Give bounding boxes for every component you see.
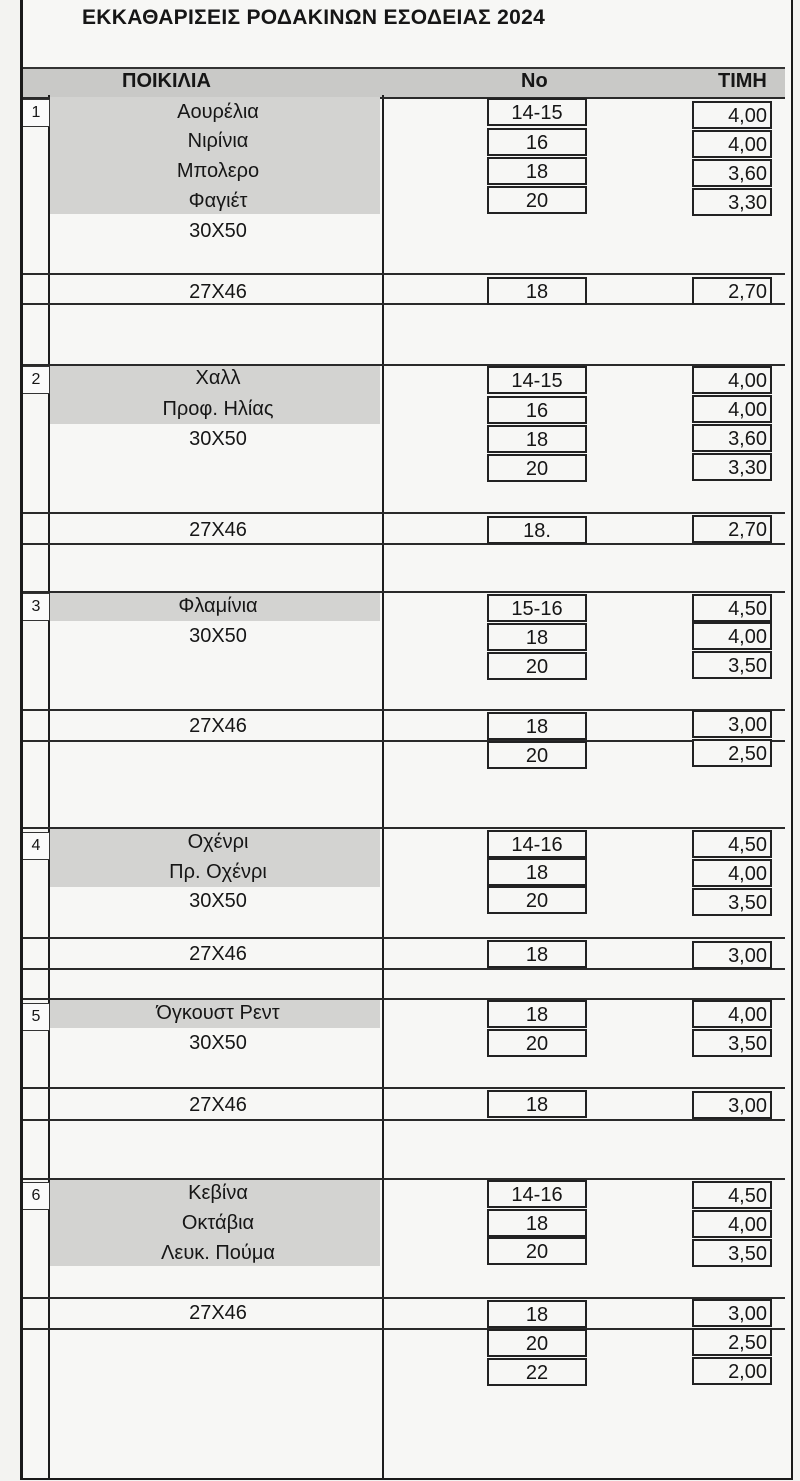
variety-name: Φλαμίνια: [178, 595, 258, 617]
price-cell: 4,00: [692, 101, 772, 129]
number-cell: 18: [487, 277, 587, 305]
number-cell: 18: [487, 157, 587, 185]
variety-name: Λευκ. Πούμα: [161, 1242, 275, 1264]
price-cell: 2,00: [692, 1357, 772, 1385]
number-cell: 18: [487, 1209, 587, 1237]
price-cell: 4,50: [692, 594, 772, 622]
size-label: 27Χ46: [189, 519, 247, 541]
size-label: 30Χ50: [189, 220, 247, 242]
section-line: [23, 1119, 785, 1121]
variety-name: Προφ. Ηλίας: [162, 398, 274, 420]
size-label: 27Χ46: [189, 943, 247, 965]
variety-name: Οχένρι: [187, 831, 249, 853]
section-line: [23, 543, 785, 545]
price-cell: 4,00: [692, 1000, 772, 1028]
group-index: 4: [23, 832, 50, 860]
variety-name: Νιρίνια: [187, 130, 249, 152]
price-cell: 3,50: [692, 888, 772, 916]
number-cell: 22: [487, 1358, 587, 1386]
section-line: [23, 273, 785, 275]
number-cell: 20: [487, 1029, 587, 1057]
number-cell: 14-15: [487, 98, 587, 126]
price-cell: 2,70: [692, 277, 772, 305]
variety-name: Κεβίνα: [188, 1182, 248, 1204]
number-cell: 20: [487, 186, 587, 214]
price-cell: 4,00: [692, 1210, 772, 1238]
group-index: 5: [23, 1003, 50, 1031]
header-price: ΤΙΜΗ: [718, 70, 767, 92]
number-cell: 20: [487, 652, 587, 680]
price-cell: 3,30: [692, 188, 772, 216]
section-line: [23, 512, 785, 514]
section-line: [23, 1297, 785, 1299]
number-cell: 20: [487, 454, 587, 482]
header-variety: ΠΟΙΚΙΛΙΑ: [122, 70, 211, 92]
group-index: 2: [23, 366, 50, 394]
price-cell: 4,00: [692, 622, 772, 650]
number-cell: 16: [487, 128, 587, 156]
number-cell: 18: [487, 623, 587, 651]
price-cell: 4,50: [692, 1181, 772, 1209]
variety-name: Μπολερο: [176, 160, 260, 182]
variety-name: Φαγιέτ: [188, 190, 248, 212]
number-cell: 20: [487, 1237, 587, 1265]
number-cell: 20: [487, 1329, 587, 1357]
group-index: 1: [23, 99, 50, 127]
price-cell: 4,00: [692, 859, 772, 887]
section-line: [23, 968, 785, 970]
price-cell: 4,00: [692, 130, 772, 158]
section-line: [23, 740, 785, 742]
price-cell: 3,00: [692, 1299, 772, 1327]
price-cell: 4,50: [692, 830, 772, 858]
size-label: 30Χ50: [189, 1032, 247, 1054]
price-cell: 3,00: [692, 1091, 772, 1119]
price-cell: 4,00: [692, 395, 772, 423]
number-cell: 20: [487, 886, 587, 914]
number-cell: 18: [487, 940, 587, 968]
price-cell: 3,60: [692, 424, 772, 452]
price-cell: 2,50: [692, 1328, 772, 1356]
price-cell: 3,50: [692, 651, 772, 679]
size-label: 27Χ46: [189, 1302, 247, 1324]
group-index: 6: [23, 1182, 50, 1210]
section-line: [23, 303, 785, 305]
section-line: [23, 937, 785, 939]
variety-name: Οκτάβια: [181, 1212, 255, 1234]
size-label: 30Χ50: [189, 428, 247, 450]
number-cell: 18: [487, 858, 587, 886]
number-cell: 18: [487, 425, 587, 453]
size-label: 30Χ50: [189, 625, 247, 647]
price-cell: 3,00: [692, 710, 772, 738]
size-label: 27Χ46: [189, 281, 247, 303]
document-title: ΕΚΚΑΘΑΡΙΣΕΙΣ ΡΟΔΑΚΙΝΩΝ ΕΣΟΔΕΙΑΣ 2024: [82, 6, 546, 29]
price-cell: 2,70: [692, 515, 772, 543]
variety-name: Όγκουστ Ρεντ: [156, 1002, 280, 1024]
section-line: [23, 1087, 785, 1089]
price-cell: 3,60: [692, 159, 772, 187]
price-cell: 3,00: [692, 941, 772, 969]
size-label: 27Χ46: [189, 1094, 247, 1116]
number-cell: 18: [487, 1000, 587, 1028]
number-cell: 14-15: [487, 366, 587, 394]
price-cell: 3,50: [692, 1239, 772, 1267]
variety-name: Χαλλ: [195, 367, 241, 389]
number-cell: 14-16: [487, 830, 587, 858]
size-label: 27Χ46: [189, 715, 247, 737]
size-label: 30Χ50: [189, 890, 247, 912]
number-cell: 20: [487, 741, 587, 769]
variety-name: Πρ. Οχένρι: [169, 861, 267, 883]
number-cell: 14-16: [487, 1180, 587, 1208]
group-index: 3: [23, 593, 50, 621]
number-cell: 15-16: [487, 594, 587, 622]
price-cell: 3,50: [692, 1029, 772, 1057]
section-line: [23, 1328, 785, 1330]
price-cell: 2,50: [692, 739, 772, 767]
number-cell: 18: [487, 712, 587, 740]
section-line: [23, 709, 785, 711]
variety-name: Αουρέλια: [177, 101, 259, 123]
number-cell: 18: [487, 1300, 587, 1328]
number-cell: 18.: [487, 516, 587, 544]
price-cell: 4,00: [692, 366, 772, 394]
number-cell: 18: [487, 1090, 587, 1118]
price-cell: 3,30: [692, 453, 772, 481]
header-number: No: [521, 70, 548, 92]
number-cell: 16: [487, 396, 587, 424]
